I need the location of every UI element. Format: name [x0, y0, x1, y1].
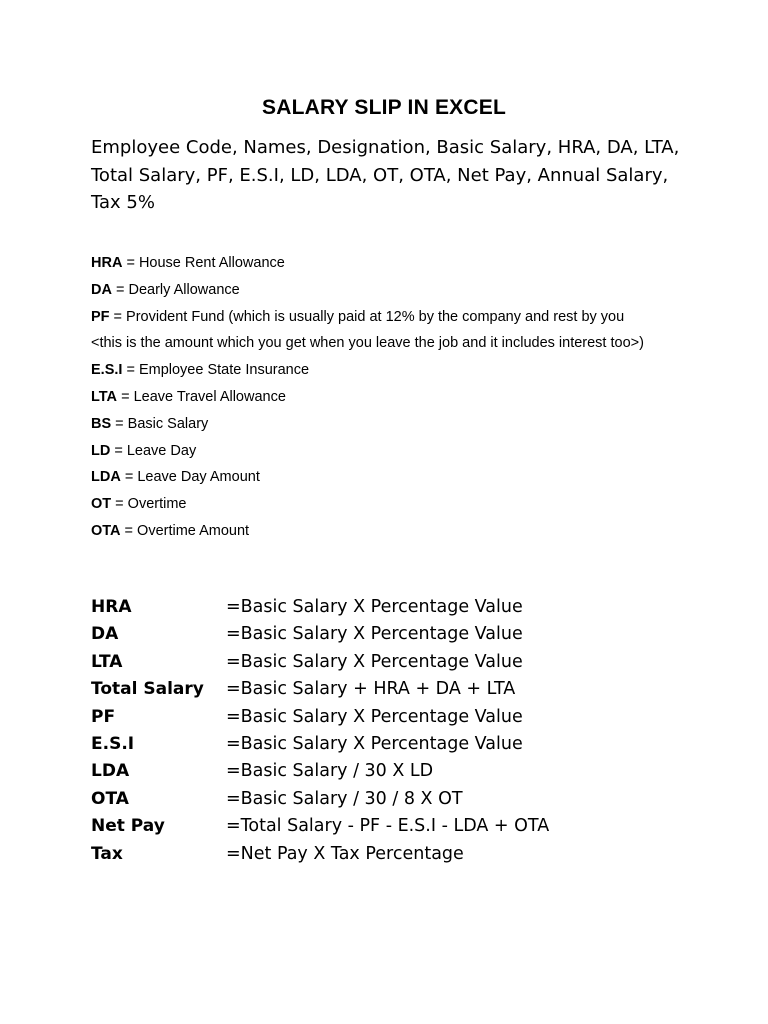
document-title: SALARY SLIP IN EXCEL	[262, 96, 506, 119]
formula-expression: =Net Pay X Tax Percentage	[226, 843, 464, 864]
definition-ld	[91, 441, 711, 468]
intro-paragraph	[91, 134, 711, 217]
definition-hra	[91, 253, 711, 280]
definition-term: LD	[91, 442, 111, 459]
definition-text: = Provident Fund (which is usually paid at 12% by the company and rest by you	[109, 308, 625, 325]
definition-text: = Leave Day Amount	[120, 469, 260, 486]
definition-term: LTA	[91, 388, 118, 405]
definition-term: DA	[91, 281, 112, 298]
formula-row-pf	[91, 704, 711, 731]
definition-text: = Leave Travel Allowance	[117, 388, 286, 405]
formula-row-esi	[91, 731, 711, 758]
definition-bs	[91, 414, 711, 441]
formula-label: Total Salary	[91, 679, 204, 700]
formula-expression: =Basic Salary X Percentage Value	[226, 733, 523, 754]
definition-da	[91, 280, 711, 307]
definition-text: = Dearly Allowance	[111, 281, 240, 298]
formula-expression: =Basic Salary X Percentage Value	[226, 597, 523, 617]
definition-text: = House Rent Allowance	[122, 255, 285, 271]
definition-pf-note	[91, 333, 711, 360]
formula-row-lda	[91, 758, 711, 785]
formula-label: LDA	[91, 761, 130, 782]
definition-term: OT	[91, 496, 112, 513]
definition-pf	[91, 307, 711, 334]
formula-expression: =Basic Salary X Percentage Value	[226, 624, 523, 645]
formula-row-hra	[91, 594, 711, 621]
formula-row-net-pay	[91, 813, 711, 840]
definition-text: = Basic Salary	[111, 415, 209, 432]
definition-ota	[91, 521, 711, 548]
definition-ot	[91, 494, 711, 521]
formula-label: DA	[91, 624, 119, 645]
definition-term: BS	[91, 415, 112, 432]
formula-expression: =Basic Salary X Percentage Value	[226, 651, 523, 672]
formula-row-total-salary	[91, 676, 711, 703]
formula-row-lta	[91, 649, 711, 676]
formula-label: OTA	[91, 788, 129, 809]
definition-text: = Employee State Insurance	[122, 362, 310, 379]
definitions-list	[91, 253, 711, 548]
formula-label: HRA	[91, 597, 132, 617]
formula-label: LTA	[91, 651, 123, 672]
formula-label: E.S.I	[91, 733, 135, 754]
definition-text: = Overtime Amount	[120, 522, 250, 539]
formula-label: PF	[91, 706, 116, 727]
formula-row-tax	[91, 841, 711, 868]
definition-term: HRA	[91, 255, 123, 271]
definition-text: = Overtime	[111, 496, 187, 513]
formula-row-da	[91, 621, 711, 648]
definition-lta	[91, 387, 711, 414]
formula-expression: =Total Salary - PF - E.S.I - LDA + OTA	[226, 816, 550, 837]
formula-expression: =Basic Salary / 30 X LD	[226, 761, 434, 782]
definition-term: LDA	[91, 469, 121, 486]
definition-text: <this is the amount which you get when you leave the job and it includes interest too>)	[91, 335, 644, 352]
definition-text: = Leave Day	[110, 442, 197, 459]
formula-row-ota	[91, 786, 711, 813]
definition-term: OTA	[91, 522, 121, 539]
formula-expression: =Basic Salary X Percentage Value	[226, 706, 523, 727]
formula-label: Tax	[91, 843, 123, 864]
formula-label: Net Pay	[91, 816, 165, 837]
intro-line: Total Salary, PF, E.S.I, LD, LDA, OT, OTA, Net Pay, Annual Salary,	[91, 164, 669, 186]
formula-expression: =Basic Salary + HRA + DA + LTA	[226, 679, 516, 700]
definition-lda	[91, 467, 711, 494]
definition-esi	[91, 360, 711, 387]
definition-term: E.S.I	[91, 362, 123, 379]
definition-term: PF	[91, 308, 110, 325]
formulas-list	[91, 594, 711, 868]
intro-line: Employee Code, Names, Designation, Basic Salary, HRA, DA, LTA,	[91, 137, 680, 158]
intro-line: Tax 5%	[91, 192, 155, 213]
formula-expression: =Basic Salary / 30 / 8 X OT	[226, 788, 463, 809]
